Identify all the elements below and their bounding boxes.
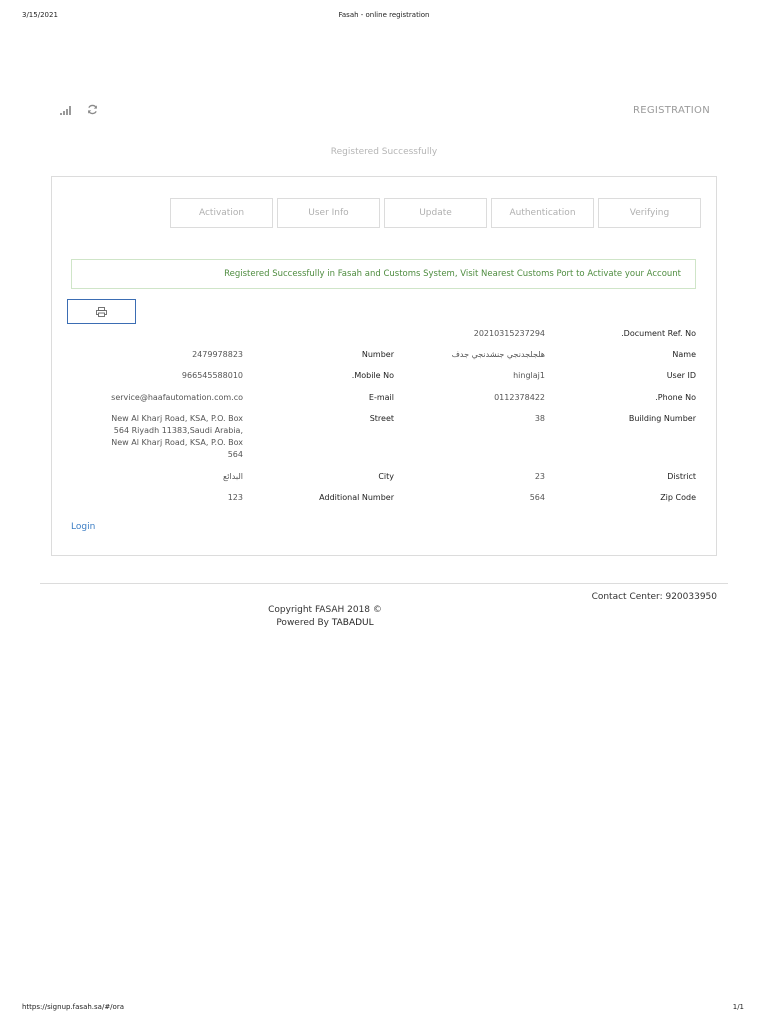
print-date: 3/15/2021	[22, 11, 58, 19]
step-authentication[interactable]: Authentication	[491, 198, 594, 228]
zip-label: Zip Code	[660, 493, 696, 502]
step-verifying[interactable]: Verifying	[598, 198, 701, 228]
step-activation[interactable]: Activation	[170, 198, 273, 228]
print-title: Fasah - online registration	[338, 11, 430, 19]
printer-icon	[96, 302, 107, 321]
name-label: Name	[672, 350, 696, 359]
user-id-value: hinglaj1	[513, 371, 545, 380]
phone-label: .Phone No	[655, 393, 696, 402]
success-alert	[71, 259, 696, 289]
signal-icon[interactable]	[60, 105, 73, 115]
mobile-value: 966545588010	[181, 371, 243, 380]
login-link[interactable]: Login	[71, 522, 96, 532]
steps-bar	[170, 198, 701, 228]
city-label: City	[378, 472, 394, 481]
page-subtitle: Registered Successfully	[330, 147, 438, 157]
copyright-block	[250, 604, 400, 630]
user-id-label: User ID	[666, 371, 696, 380]
copyright-text: Copyright FASAH 2018 ©	[268, 605, 382, 615]
top-toolbar	[60, 104, 98, 115]
powered-by-prefix: Powered By	[276, 618, 329, 628]
number-value: 2479978823	[192, 350, 243, 359]
success-alert-text: Registered Successfully in Fasah and Customs System, Visit Nearest Customs Port to Activate your Account	[224, 269, 681, 279]
powered-by-brand[interactable]: TABADUL	[331, 618, 374, 628]
district-label: District	[667, 472, 696, 481]
street-label: Street	[369, 414, 394, 423]
city-value: البدائع	[223, 472, 243, 481]
building-label: Building Number	[628, 414, 696, 423]
page-title: REGISTRATION	[632, 105, 710, 116]
print-url: https://signup.fasah.sa/#/ora	[22, 1003, 124, 1011]
step-user-info[interactable]: User Info	[277, 198, 380, 228]
number-label: Number	[361, 350, 394, 359]
step-update[interactable]: Update	[384, 198, 487, 228]
email-value: service@haafautomation.com.co	[111, 393, 243, 402]
contact-center: Contact Center: 920033950	[591, 592, 717, 602]
powered-by	[250, 617, 400, 630]
email-label: E-mail	[368, 393, 394, 402]
district-value: 23	[534, 472, 545, 481]
zip-value: 564	[529, 493, 545, 502]
refresh-icon[interactable]	[87, 104, 98, 115]
name-value: هلجلجدنجي جنشدنجي جدف	[451, 350, 545, 359]
print-page: 1/1	[732, 1003, 744, 1011]
footer-divider	[40, 583, 728, 584]
mobile-label: .Mobile No	[351, 371, 394, 380]
print-button[interactable]	[67, 299, 136, 324]
phone-value: 0112378422	[494, 393, 545, 402]
document-ref-value: 20210315237294	[473, 329, 545, 338]
street-value: New Al Kharj Road, KSA, P.O. Box 564 Riyadh 11383,Saudi Arabia, New Al Kharj Road, KSA, P.O. Box 564	[111, 414, 243, 459]
document-ref-label: .Document Ref. No	[621, 329, 696, 338]
additional-number-label: Additional Number	[319, 493, 394, 502]
building-value: 38	[534, 414, 545, 423]
additional-number-value: 123	[227, 493, 243, 502]
